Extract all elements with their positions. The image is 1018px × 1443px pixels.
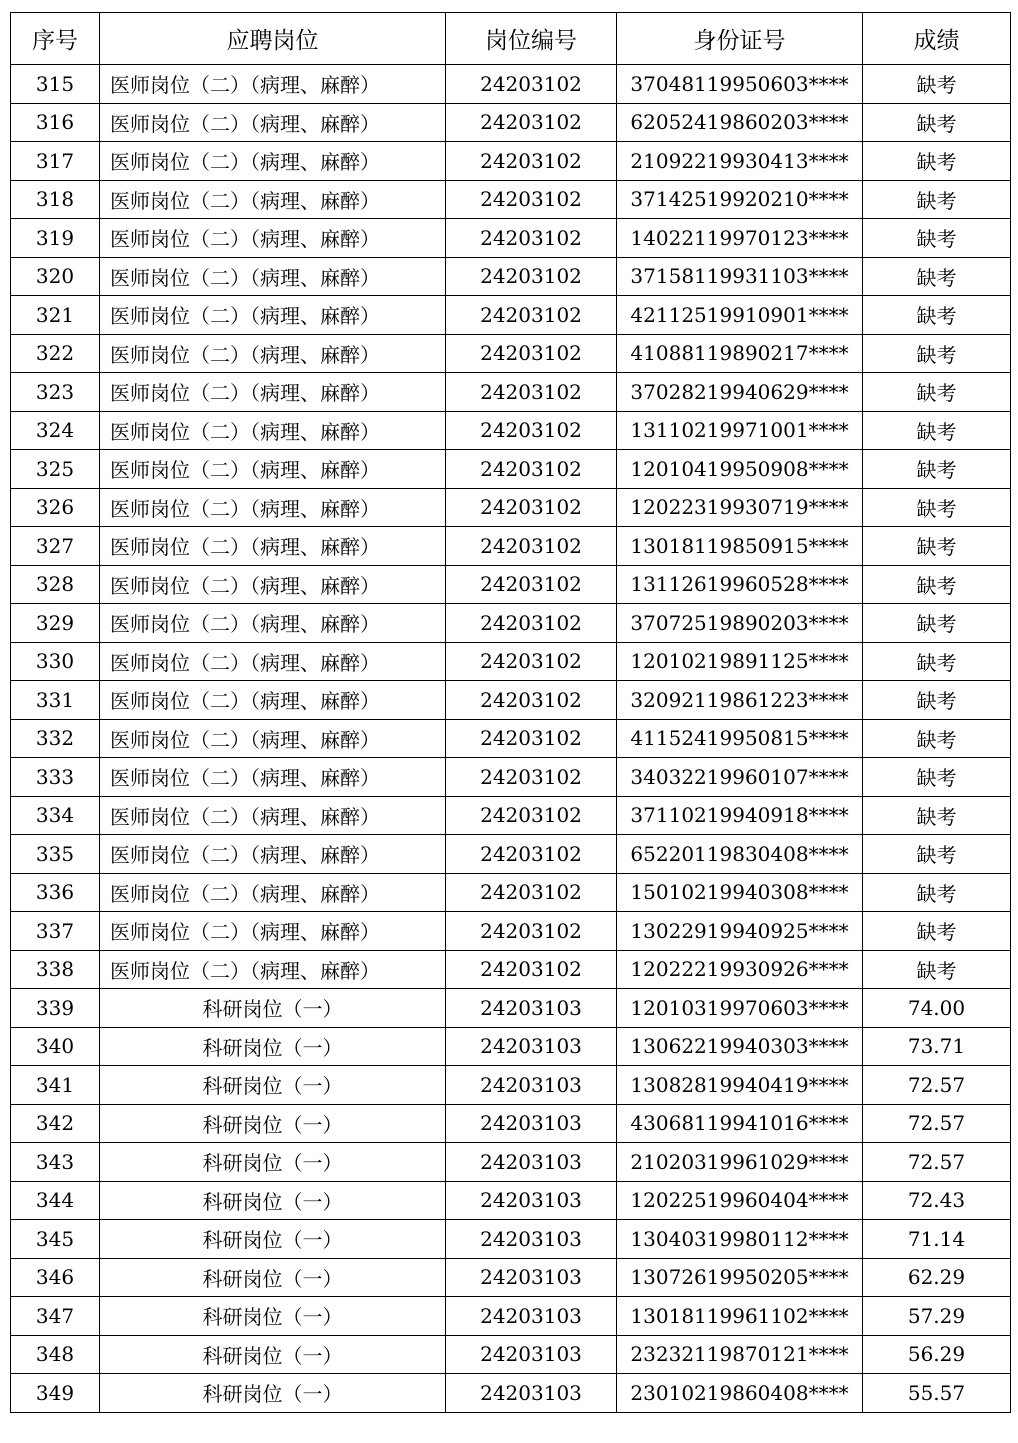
row-score-cell: 缺考 [863,142,1011,181]
row-score-cell: 缺考 [863,565,1011,604]
row-post-code-cell: 24203102 [446,450,617,489]
row-post-cell: 科研岗位（一） [100,1181,446,1220]
row-score-cell: 55.57 [863,1374,1011,1413]
row-score-cell: 73.71 [863,1027,1011,1066]
row-score-cell: 缺考 [863,219,1011,258]
row-id-number-cell: 43068119941016**** [617,1104,863,1143]
row-post-cell: 医师岗位（二）（病理、麻醉） [100,835,446,874]
row-score-cell: 缺考 [863,180,1011,219]
row-post-cell: 科研岗位（一） [100,1258,446,1297]
row-post-cell: 医师岗位（二）（病理、麻醉） [100,373,446,412]
row-score-cell: 缺考 [863,758,1011,797]
row-seq-cell: 334 [11,796,100,835]
row-post-code-cell: 24203102 [446,835,617,874]
row-post-cell: 医师岗位（二）（病理、麻醉） [100,334,446,373]
header-post: 应聘岗位 [100,13,446,65]
row-score-cell: 缺考 [863,334,1011,373]
table-row [11,1066,1011,1105]
table-row [11,1181,1011,1220]
row-seq-cell: 344 [11,1181,100,1220]
table-row [11,373,1011,412]
row-id-number-cell: 37048119950603**** [617,65,863,104]
row-seq-cell: 323 [11,373,100,412]
row-post-cell: 医师岗位（二）（病理、麻醉） [100,565,446,604]
row-score-cell: 缺考 [863,65,1011,104]
table-row [11,257,1011,296]
row-seq-cell: 324 [11,411,100,450]
row-post-code-cell: 24203102 [446,681,617,720]
row-score-cell: 缺考 [863,796,1011,835]
row-id-number-cell: 13082819940419**** [617,1066,863,1105]
row-score-cell: 缺考 [863,719,1011,758]
table-row [11,1220,1011,1259]
row-post-code-cell: 24203103 [446,1220,617,1259]
row-id-number-cell: 13040319980112**** [617,1220,863,1259]
row-id-number-cell: 37142519920210**** [617,180,863,219]
row-seq-cell: 318 [11,180,100,219]
row-seq-cell: 316 [11,103,100,142]
row-post-code-cell: 24203102 [446,565,617,604]
table-row [11,1143,1011,1182]
row-seq-cell: 340 [11,1027,100,1066]
row-seq-cell: 348 [11,1335,100,1374]
row-id-number-cell: 12010319970603**** [617,989,863,1028]
row-post-code-cell: 24203102 [446,219,617,258]
row-post-code-cell: 24203102 [446,488,617,527]
table-row [11,1374,1011,1413]
row-score-cell: 71.14 [863,1220,1011,1259]
row-id-number-cell: 65220119830408**** [617,835,863,874]
table-row [11,65,1011,104]
row-id-number-cell: 15010219940308**** [617,873,863,912]
row-score-cell: 缺考 [863,103,1011,142]
row-score-cell: 72.57 [863,1143,1011,1182]
row-seq-cell: 335 [11,835,100,874]
table-row [11,450,1011,489]
row-score-cell: 缺考 [863,296,1011,335]
table-row [11,296,1011,335]
row-id-number-cell: 12022519960404**** [617,1181,863,1220]
row-post-code-cell: 24203102 [446,527,617,566]
row-seq-cell: 327 [11,527,100,566]
row-post-code-cell: 24203103 [446,1181,617,1220]
row-post-code-cell: 24203103 [446,1066,617,1105]
row-id-number-cell: 37028219940629**** [617,373,863,412]
row-post-cell: 科研岗位（一） [100,1066,446,1105]
row-post-cell: 医师岗位（二）（病理、麻醉） [100,296,446,335]
row-post-cell: 医师岗位（二）（病理、麻醉） [100,142,446,181]
row-seq-cell: 346 [11,1258,100,1297]
table-row [11,604,1011,643]
table-row [11,527,1011,566]
row-post-code-cell: 24203103 [446,1374,617,1413]
row-post-cell: 医师岗位（二）（病理、麻醉） [100,642,446,681]
row-id-number-cell: 12010419950908**** [617,450,863,489]
table-row [11,180,1011,219]
row-score-cell: 72.57 [863,1104,1011,1143]
row-seq-cell: 329 [11,604,100,643]
row-id-number-cell: 34032219960107**** [617,758,863,797]
row-seq-cell: 345 [11,1220,100,1259]
table-row [11,873,1011,912]
row-post-code-cell: 24203102 [446,296,617,335]
row-score-cell: 缺考 [863,681,1011,720]
row-post-cell: 医师岗位（二）（病理、麻醉） [100,219,446,258]
row-post-cell: 科研岗位（一） [100,1027,446,1066]
row-post-cell: 医师岗位（二）（病理、麻醉） [100,719,446,758]
row-post-code-cell: 24203102 [446,103,617,142]
header-id-number: 身份证号 [617,13,863,65]
row-seq-cell: 319 [11,219,100,258]
row-score-cell: 缺考 [863,835,1011,874]
row-id-number-cell: 13110219971001**** [617,411,863,450]
row-seq-cell: 328 [11,565,100,604]
table-row [11,1027,1011,1066]
row-post-cell: 科研岗位（一） [100,989,446,1028]
row-post-code-cell: 24203102 [446,758,617,797]
row-post-code-cell: 24203102 [446,334,617,373]
row-post-code-cell: 24203102 [446,950,617,989]
row-score-cell: 缺考 [863,373,1011,412]
row-id-number-cell: 62052419860203**** [617,103,863,142]
row-score-cell: 57.29 [863,1297,1011,1336]
row-post-code-cell: 24203102 [446,373,617,412]
row-id-number-cell: 12022219930926**** [617,950,863,989]
table-row [11,488,1011,527]
table-row [11,334,1011,373]
row-id-number-cell: 13072619950205**** [617,1258,863,1297]
row-id-number-cell: 32092119861223**** [617,681,863,720]
row-score-cell: 缺考 [863,912,1011,951]
table-body [11,65,1011,1413]
row-id-number-cell: 12010219891125**** [617,642,863,681]
row-id-number-cell: 12022319930719**** [617,488,863,527]
row-score-cell: 缺考 [863,257,1011,296]
row-score-cell: 72.43 [863,1181,1011,1220]
header-seq: 序号 [11,13,100,65]
row-post-code-cell: 24203103 [446,989,617,1028]
table-row [11,1335,1011,1374]
table-row [11,989,1011,1028]
row-id-number-cell: 42112519910901**** [617,296,863,335]
row-seq-cell: 343 [11,1143,100,1182]
row-post-cell: 医师岗位（二）（病理、麻醉） [100,450,446,489]
row-post-cell: 科研岗位（一） [100,1297,446,1336]
row-seq-cell: 320 [11,257,100,296]
row-seq-cell: 325 [11,450,100,489]
row-id-number-cell: 21020319961029**** [617,1143,863,1182]
results-table [10,12,1011,1413]
row-post-cell: 医师岗位（二）（病理、麻醉） [100,103,446,142]
row-post-cell: 医师岗位（二）（病理、麻醉） [100,527,446,566]
row-id-number-cell: 14022119970123**** [617,219,863,258]
row-post-code-cell: 24203102 [446,142,617,181]
table-row [11,1297,1011,1336]
row-post-code-cell: 24203103 [446,1143,617,1182]
table-row [11,411,1011,450]
row-id-number-cell: 13022919940925**** [617,912,863,951]
row-post-code-cell: 24203103 [446,1027,617,1066]
row-post-code-cell: 24203102 [446,912,617,951]
row-post-cell: 科研岗位（一） [100,1335,446,1374]
row-seq-cell: 337 [11,912,100,951]
row-post-cell: 医师岗位（二）（病理、麻醉） [100,873,446,912]
row-seq-cell: 315 [11,65,100,104]
row-seq-cell: 331 [11,681,100,720]
row-seq-cell: 342 [11,1104,100,1143]
row-seq-cell: 321 [11,296,100,335]
row-id-number-cell: 37158119931103**** [617,257,863,296]
row-post-cell: 科研岗位（一） [100,1143,446,1182]
row-seq-cell: 347 [11,1297,100,1336]
row-seq-cell: 317 [11,142,100,181]
row-post-code-cell: 24203103 [446,1104,617,1143]
row-score-cell: 62.29 [863,1258,1011,1297]
table-row [11,642,1011,681]
table-row [11,142,1011,181]
table-row [11,758,1011,797]
table-row [11,1258,1011,1297]
row-post-cell: 医师岗位（二）（病理、麻醉） [100,912,446,951]
row-seq-cell: 341 [11,1066,100,1105]
row-post-code-cell: 24203103 [446,1258,617,1297]
row-score-cell: 74.00 [863,989,1011,1028]
row-post-cell: 医师岗位（二）（病理、麻醉） [100,411,446,450]
row-seq-cell: 322 [11,334,100,373]
table-row [11,912,1011,951]
row-post-code-cell: 24203102 [446,180,617,219]
row-seq-cell: 349 [11,1374,100,1413]
row-id-number-cell: 37072519890203**** [617,604,863,643]
row-seq-cell: 333 [11,758,100,797]
header-post-code: 岗位编号 [446,13,617,65]
row-id-number-cell: 13018119850915**** [617,527,863,566]
row-post-cell: 医师岗位（二）（病理、麻醉） [100,604,446,643]
row-score-cell: 缺考 [863,873,1011,912]
row-score-cell: 缺考 [863,488,1011,527]
row-id-number-cell: 21092219930413**** [617,142,863,181]
row-seq-cell: 339 [11,989,100,1028]
row-post-code-cell: 24203102 [446,604,617,643]
row-post-code-cell: 24203102 [446,642,617,681]
row-post-cell: 科研岗位（一） [100,1104,446,1143]
row-post-cell: 医师岗位（二）（病理、麻醉） [100,65,446,104]
row-seq-cell: 332 [11,719,100,758]
table-row [11,219,1011,258]
row-post-code-cell: 24203102 [446,873,617,912]
row-score-cell: 缺考 [863,604,1011,643]
row-post-code-cell: 24203102 [446,411,617,450]
row-id-number-cell: 37110219940918**** [617,796,863,835]
table-row [11,103,1011,142]
table-row [11,719,1011,758]
row-post-code-cell: 24203103 [446,1297,617,1336]
row-seq-cell: 326 [11,488,100,527]
row-post-cell: 医师岗位（二）（病理、麻醉） [100,488,446,527]
table-row [11,681,1011,720]
row-seq-cell: 330 [11,642,100,681]
row-post-cell: 科研岗位（一） [100,1374,446,1413]
table-row [11,835,1011,874]
row-score-cell: 缺考 [863,450,1011,489]
row-id-number-cell: 13062219940303**** [617,1027,863,1066]
row-post-cell: 医师岗位（二）（病理、麻醉） [100,681,446,720]
row-id-number-cell: 13018119961102**** [617,1297,863,1336]
row-post-code-cell: 24203102 [446,719,617,758]
table-row [11,950,1011,989]
row-seq-cell: 338 [11,950,100,989]
row-post-code-cell: 24203102 [446,65,617,104]
table-row [11,1104,1011,1143]
row-score-cell: 56.29 [863,1335,1011,1374]
row-score-cell: 缺考 [863,950,1011,989]
row-score-cell: 72.57 [863,1066,1011,1105]
row-post-code-cell: 24203103 [446,1335,617,1374]
row-seq-cell: 336 [11,873,100,912]
row-score-cell: 缺考 [863,527,1011,566]
row-post-cell: 医师岗位（二）（病理、麻醉） [100,758,446,797]
table-header [11,13,1011,65]
header-row [11,13,1011,65]
row-id-number-cell: 13112619960528**** [617,565,863,604]
table-row [11,796,1011,835]
row-score-cell: 缺考 [863,411,1011,450]
row-post-cell: 医师岗位（二）（病理、麻醉） [100,796,446,835]
header-score: 成绩 [863,13,1011,65]
row-id-number-cell: 41088119890217**** [617,334,863,373]
row-post-cell: 医师岗位（二）（病理、麻醉） [100,257,446,296]
row-score-cell: 缺考 [863,642,1011,681]
table-row [11,565,1011,604]
row-post-cell: 医师岗位（二）（病理、麻醉） [100,950,446,989]
row-post-cell: 医师岗位（二）（病理、麻醉） [100,180,446,219]
row-id-number-cell: 23010219860408**** [617,1374,863,1413]
row-post-code-cell: 24203102 [446,796,617,835]
row-id-number-cell: 41152419950815**** [617,719,863,758]
row-post-cell: 科研岗位（一） [100,1220,446,1259]
row-id-number-cell: 23232119870121**** [617,1335,863,1374]
row-post-code-cell: 24203102 [446,257,617,296]
